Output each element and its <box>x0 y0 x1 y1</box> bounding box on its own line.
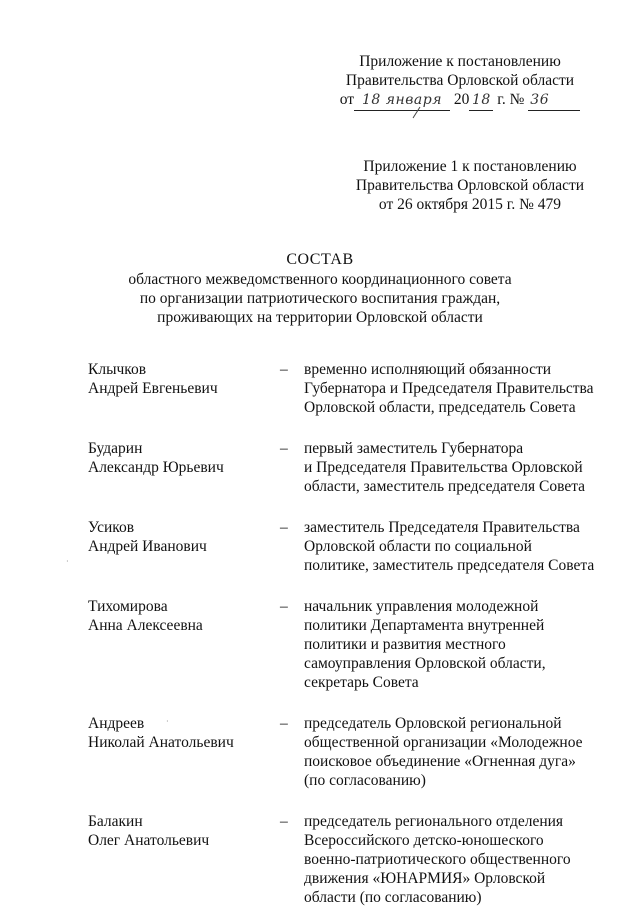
member-row <box>88 812 598 907</box>
appendix-header-line-1: Приложение к постановлению <box>359 53 561 70</box>
member-given-names: Андрей Иванович <box>88 538 207 555</box>
original-appendix-line-1: Приложение 1 к постановлению <box>363 158 577 175</box>
scan-dot: · <box>66 557 69 566</box>
member-role: временно исполняющий обязанности Губернатора и Председателя Правительства Орловской области, председатель Совета <box>304 361 594 416</box>
member-role: председатель Орловской региональной общественной организации «Молодежное поисковое объединение «Огненная дуга» (по согласованию) <box>304 715 583 789</box>
member-row <box>88 518 598 575</box>
member-row <box>88 597 598 692</box>
member-role: первый заместитель Губернатора и Председателя Правительства Орловской области, заместитель председателя Совета <box>304 440 586 495</box>
handwritten-year: 18 <box>469 90 493 111</box>
original-appendix-line-2: Правительства Орловской области <box>355 177 585 194</box>
handwritten-number: 36 <box>528 90 580 111</box>
member-row <box>88 360 598 417</box>
member-role: заместитель Председателя Правительства Орловской области по социальной политике, заместитель председателя Совета <box>304 519 595 574</box>
member-given-names: Николай Анатольевич <box>88 734 234 751</box>
number-prefix: г. № <box>497 91 525 108</box>
member-given-names: Олег Анатольевич <box>88 832 210 849</box>
member-name <box>88 439 280 496</box>
date-prefix: от <box>339 91 355 108</box>
member-name <box>88 597 280 692</box>
member-name <box>88 360 280 417</box>
member-name <box>88 518 280 575</box>
member-surname: Бударин <box>88 440 143 457</box>
council-members-list <box>88 360 598 907</box>
year-prefix: 20 <box>453 91 470 108</box>
member-name <box>88 812 280 907</box>
title-line-2: по организации патриотического воспитания граждан, <box>139 290 501 307</box>
title-heading: СОСТАВ <box>286 251 354 268</box>
appendix-header <box>330 52 590 111</box>
document-title <box>80 250 560 327</box>
member-role: начальник управления молодежной политики Департамента внутренней политики и развития местного самоуправления Орловской области, секретарь Совета <box>304 598 546 691</box>
member-dash: – <box>280 813 288 830</box>
member-surname: Андреев <box>88 715 145 732</box>
member-given-names: Александр Юрьевич <box>88 459 224 476</box>
pen-stroke-mark <box>410 106 424 120</box>
member-row <box>88 439 598 496</box>
scan-dot: · <box>166 717 169 726</box>
appendix-header-line-2: Правительства Орловской области <box>345 72 575 89</box>
member-name <box>88 714 280 790</box>
member-surname: Клычков <box>88 361 147 378</box>
handwritten-date: 18 января <box>354 90 450 111</box>
member-row <box>88 714 598 790</box>
title-line-3: проживающих на территории Орловской области <box>157 309 483 326</box>
title-line-1: областного межведомственного координационного совета <box>128 271 512 288</box>
member-dash: – <box>280 715 288 732</box>
member-given-names: Анна Алексеевна <box>88 617 203 634</box>
member-given-names: Андрей Евгеньевич <box>88 380 218 397</box>
member-dash: – <box>280 519 288 536</box>
member-dash: – <box>280 440 288 457</box>
member-surname: Усиков <box>88 519 135 536</box>
member-dash: – <box>280 361 288 378</box>
member-surname: Тихомирова <box>88 598 168 615</box>
appendix-date-line <box>330 90 590 111</box>
member-dash: – <box>280 598 288 615</box>
member-role: председатель регионального отделения Всероссийского детско-юношеского военно-патриотического общественного движения «ЮНАРМИЯ» Орловской области (по согласованию) <box>304 813 571 906</box>
original-appendix-line-3: от 26 октября 2015 г. № 479 <box>378 196 562 213</box>
member-surname: Балакин <box>88 813 143 830</box>
original-appendix-reference <box>350 157 590 214</box>
